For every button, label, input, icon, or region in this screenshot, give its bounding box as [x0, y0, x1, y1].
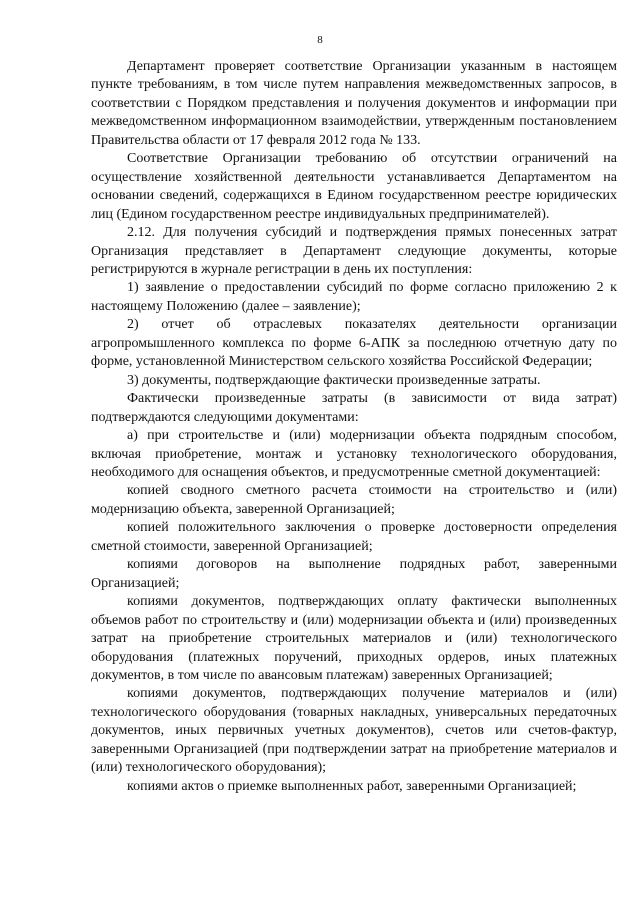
list-item-a: а) при строительстве и (или) модернизации объекта подрядным способом, включая приобретение, монтаж и установку технологического оборудования, необходимого для оснащения объектов, и предусмотренные сметной документацией: [91, 428, 617, 480]
list-item-3: 3) документы, подтверждающие фактически произведенные затраты. [127, 372, 541, 388]
page-number: 8 [317, 34, 323, 46]
document-item-contracts: копиями договоров на выполнение подрядных работ, заверенными Организацией; [91, 557, 617, 591]
document-item-receipt: копиями документов, подтверждающих получение материалов и (или) технологического оборудования (товарных накладных, универсальных передаточных документов, иных первичных учетных документов), счетов или счетов-фактур, заверенными Организацией (при подтверждении затрат на приобретение материалов и (или) технологического оборудования); [91, 686, 617, 776]
paragraph-costs: Фактически произведенные затраты (в зависимости от вида затрат) подтверждаются следующими документами: [91, 391, 617, 425]
list-item-2: 2) отчет об отраслевых показателях деятельности организации агропромышленного комплекса по форме 6-АПК за последнюю отчетную дату по форме, установленной Министерством сельского хозяйства Российской Федерации; [91, 317, 617, 370]
paragraph-2-12: 2.12. Для получения субсидий и подтверждения прямых понесенных затрат Организация представляет в Департамент следующие документы, которые регистрируются в журнале регистрации в день их поступления: [91, 225, 617, 277]
document-item-conclusion: копией положительного заключения о проверке достоверности определения сметной стоимости, заверенной Организацией; [91, 520, 617, 554]
document-body [91, 58, 617, 796]
paragraph-verification: Департамент проверяет соответствие Организации указанным в настоящем пункте требованиям, в том числе путем направления межведомственных запросов, в соответствии с Порядком представления и получения документов и информации при межведомственном информационном взаимодействии, утвержденным постановлением Правительства области от 17 февраля 2012 года № 133. [91, 59, 617, 148]
paragraph-restrictions: Соответствие Организации требованию об отсутствии ограничений на осуществление хозяйственной деятельности устанавливается Департаментом на основании сведений, содержащихся в Едином государственном реестре юридических лиц (Едином государственном реестре индивидуальных предпринимателей). [91, 151, 617, 222]
list-item-1: 1) заявление о предоставлении субсидий по форме согласно приложению 2 к настоящему Положению (далее – заявление); [91, 280, 617, 314]
document-item-acts: копиями актов о приемке выполненных работ, заверенными Организацией; [127, 778, 577, 794]
document-item-payments: копиями документов, подтверждающих оплату фактически выполненных объемов работ по строительству и (или) модернизации объекта и (или) произведенных затрат на приобретение строительных материалов и (или) технологического оборудования (платежных поручений, приходных ордеров, иных платежных документов, в том числе по авансовым платежам) заверенных Организацией; [91, 594, 617, 683]
document-item-estimate: копией сводного сметного расчета стоимости на строительство и (или) модернизацию объекта, заверенной Организацией; [91, 483, 617, 517]
